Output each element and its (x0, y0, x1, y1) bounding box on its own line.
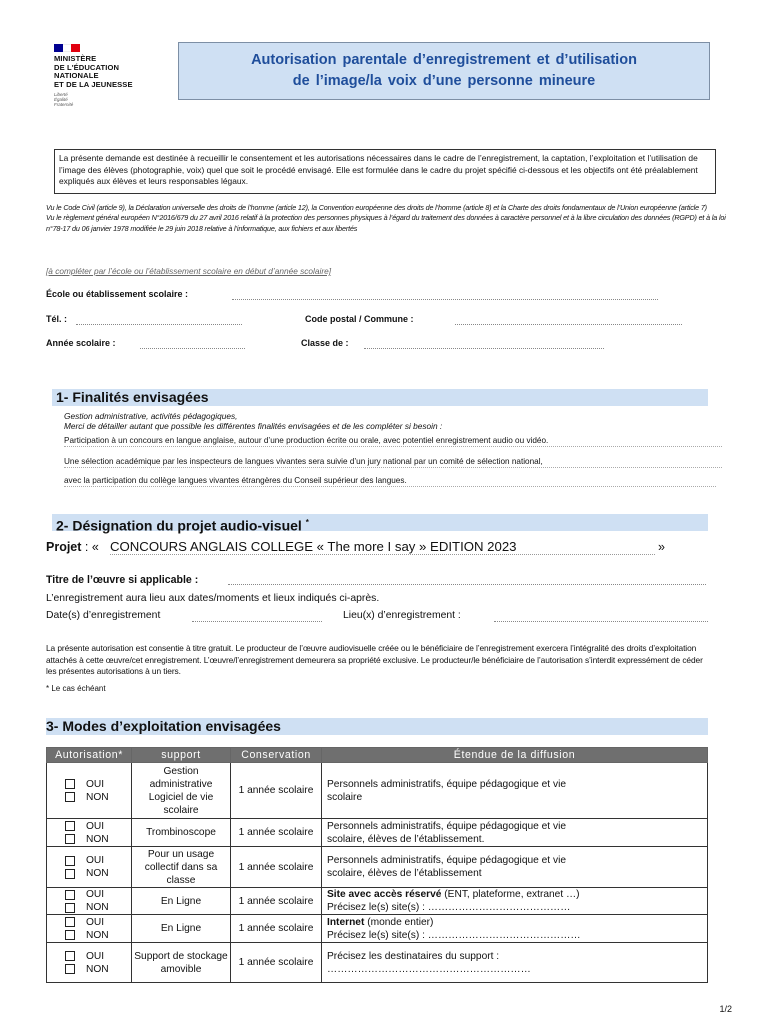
non-checkbox[interactable] (65, 834, 75, 844)
diffusion-line-2: scolaire (327, 791, 363, 803)
diffusion-cell (322, 763, 708, 819)
project-label-row (46, 540, 99, 554)
autorisation-cell (47, 847, 132, 888)
diffusion-line-1: (monde entier) (364, 916, 434, 928)
logo-line: ET DE LA JEUNESSE (54, 79, 133, 89)
diffusion-line-2: scolaire, élèves de l’établissement. (327, 833, 485, 845)
tel-label: Tél. : (46, 314, 68, 324)
section-3-header (46, 718, 708, 735)
section-1-title: 1- Finalités envisagées (56, 389, 209, 405)
diffusion-line-2: Précisez le(s) site(s) : …………………………………… (327, 902, 571, 913)
project-name-input[interactable]: CONCOURS ANGLAIS COLLEGE « The more I say » EDITION 2023 (110, 539, 655, 555)
logo-line: NATIONALE (54, 71, 99, 80)
diffusion-line-2: …………………………………………………… (327, 963, 531, 975)
support-cell: Trombinoscope (132, 819, 231, 847)
table-row (47, 943, 708, 983)
ministry-logo (54, 44, 164, 107)
project-label: Projet (46, 540, 82, 554)
diffusion-cell (322, 915, 708, 943)
diffusion-line-2: scolaire, élèves de l’établissement (327, 868, 482, 879)
page-number: 1/2 (719, 1004, 732, 1014)
table-row (47, 888, 708, 915)
header-autorisation: Autorisation* (47, 748, 132, 763)
logo-line: MINISTÈRE (54, 54, 97, 63)
conservation-cell: 1 année scolaire (231, 888, 322, 915)
postal-code-label: Code postal / Commune : (305, 314, 414, 324)
oui-checkbox[interactable] (65, 856, 75, 866)
document-title (178, 42, 710, 100)
section-1-instructions: Merci de détailler autant que possible les différentes finalités envisagées et de les compléter si besoin : (64, 421, 443, 431)
non-label: NON (86, 929, 109, 941)
oui-label: OUI (86, 889, 105, 900)
school-year-input[interactable] (140, 339, 245, 349)
asterisk: * (305, 518, 309, 527)
autorisation-cell (47, 943, 132, 983)
oui-checkbox[interactable] (65, 917, 75, 927)
diffusion-cell (322, 943, 708, 983)
non-checkbox[interactable] (65, 792, 75, 802)
marianne-flag-icon (54, 44, 80, 52)
non-label: NON (86, 868, 109, 879)
section-2-title: 2- Désignation du projet audio-visuel (56, 517, 302, 534)
support-cell: Gestion administrative Logiciel de vie scolaire (132, 763, 231, 819)
legal-references (46, 203, 726, 234)
project-close-quote: » (658, 540, 665, 554)
header-support: support (132, 748, 231, 763)
autorisation-cell (47, 763, 132, 819)
title-line-1: Autorisation parentale d’enregistrement et d’utilisation (251, 52, 637, 68)
non-checkbox[interactable] (65, 869, 75, 879)
dates-input[interactable] (192, 612, 322, 622)
table-row (47, 915, 708, 943)
table-row (47, 847, 708, 888)
intro-paragraph: La présente demande est destinée à recueillir le consentement et les autorisations nécessaires dans le cadre de l’enregistrement, la captation, l’exploitation et l’utilisation de l’image des élèves (photographie, voix) quel que soit le procédé envisagé. Elle est formulée dans le cadre du projet spécifié ci-dessous et les objectifs ont été préalablement expliqués aux élèves et leurs responsables légaux. (54, 149, 716, 194)
diffusion-bold: Internet (327, 916, 365, 928)
conservation-cell: 1 année scolaire (231, 943, 322, 983)
non-checkbox[interactable] (65, 964, 75, 974)
diffusion-line-2: Précisez le(s) site(s) : ……………………………………… (327, 929, 581, 941)
non-label: NON (86, 902, 109, 913)
table-row (47, 763, 708, 819)
oui-label: OUI (86, 950, 105, 962)
section-2-header (52, 514, 708, 534)
class-input[interactable] (364, 339, 604, 349)
exploitation-modes-table (46, 747, 708, 983)
section-1-header (52, 389, 708, 406)
dates-label: Date(s) d’enregistrement (46, 610, 161, 621)
footnote: * Le cas échéant (46, 684, 106, 693)
non-label: NON (86, 963, 109, 975)
oui-label: OUI (86, 778, 105, 790)
purpose-line-1: Participation à un concours en langue anglaise, autour d’une production écrite ou orale, avec potentiel enregistrement audio ou vidéo. (64, 436, 722, 447)
oui-label: OUI (86, 916, 105, 928)
header-diffusion: Étendue de la diffusion (322, 748, 708, 763)
class-label: Classe de : (301, 338, 349, 348)
diffusion-cell (322, 888, 708, 915)
places-label: Lieu(x) d’enregistrement : (343, 610, 461, 621)
motto-line: Égalité (54, 97, 68, 102)
recording-info: L’enregistrement aura lieu aux dates/moments et lieux indiqués ci-après. (46, 593, 380, 604)
section-1-note: Gestion administrative, activités pédagogiques, (64, 411, 238, 421)
diffusion-line-1: Personnels administratifs, équipe pédagogique et vie (327, 855, 566, 866)
oui-checkbox[interactable] (65, 821, 75, 831)
work-title-input[interactable] (228, 575, 706, 585)
school-year-label: Année scolaire : (46, 338, 116, 348)
school-label: École ou établissement scolaire : (46, 289, 189, 299)
logo-line: DE L'ÉDUCATION (54, 62, 120, 72)
diffusion-cell (322, 847, 708, 888)
autorisation-cell (47, 915, 132, 943)
oui-checkbox[interactable] (65, 890, 75, 900)
conservation-cell: 1 année scolaire (231, 915, 322, 943)
autorisation-cell (47, 888, 132, 915)
support-cell: Support de stockage amovible (132, 943, 231, 983)
oui-checkbox[interactable] (65, 779, 75, 789)
table-row (47, 819, 708, 847)
diffusion-line-1: Personnels administratifs, équipe pédagogique et vie (327, 778, 566, 790)
tel-input[interactable] (76, 315, 242, 325)
autorisation-cell (47, 819, 132, 847)
diffusion-bold: Site avec accès réservé (327, 889, 442, 900)
support-cell: Pour un usage collectif dans sa classe (132, 847, 231, 888)
school-input[interactable] (232, 290, 658, 300)
consent-paragraph: La présente autorisation est consentie à titre gratuit. Le producteur de l’œuvre audiovisuelle créée ou le bénéficiaire de l’enregistrement exercera l’intégralité des droits d’exploitation attachés à cette œuvre/cet enregistrement. L’œuvre/l’enregistrement demeurera sa propriété exclusive. Le producteur/le bénéficiaire de l’autorisation s’interdit expressément de céder les présentes autorisations à un tiers. (46, 643, 703, 677)
title-line-2: de l’image/la voix d’une personne mineure (292, 73, 596, 89)
legal-ref-2: Vu le règlement général européen N°2016/679 du 27 avril 2016 relatif à la protection des personnes physiques à l’égard du traitement des données à caractère personnel et à la libre circulation des données (RGPD) et à la loi n°78-17 du 06 janvier 1978 modifiée le 29 juin 2018 relative à l’informatique, aux fichiers et aux libertés (46, 213, 726, 233)
diffusion-line-1: (ENT, plateforme, extranet …) (441, 889, 580, 900)
non-label: NON (86, 791, 109, 803)
section-3-title: 3- Modes d’exploitation envisagées (46, 718, 281, 734)
header-conservation: Conservation (231, 748, 322, 763)
legal-ref-1: Vu le Code Civil (article 9), la Déclaration universelle des droits de l’homme (article 12), la Convention européenne des droits de l’homme (article 8) et la Charte des droits fondamentaux de l’Union européenne (article 7) (46, 203, 707, 212)
non-checkbox[interactable] (65, 930, 75, 940)
support-cell: En Ligne (132, 915, 231, 943)
postal-code-input[interactable] (455, 315, 682, 325)
work-title-label: Titre de l’œuvre si applicable : (46, 574, 199, 586)
conservation-cell: 1 année scolaire (231, 847, 322, 888)
conservation-cell: 1 année scolaire (231, 819, 322, 847)
motto-line: Liberté (54, 92, 68, 97)
purpose-line-2: Une sélection académique par les inspecteurs de langues vivantes sera suivie d’un jury national par un comité de sélection national, (64, 457, 722, 468)
diffusion-cell (322, 819, 708, 847)
conservation-cell: 1 année scolaire (231, 763, 322, 819)
fill-note: [à compléter par l’école ou l’établissement scolaire en début d’année scolaire] (46, 266, 332, 276)
project-open-quote: : « (84, 540, 99, 554)
support-cell: En Ligne (132, 888, 231, 915)
non-label: NON (86, 833, 109, 845)
motto-line: Fraternité (54, 102, 74, 107)
oui-checkbox[interactable] (65, 951, 75, 961)
diffusion-line-1: Personnels administratifs, équipe pédagogique et vie (327, 820, 566, 832)
places-input[interactable] (494, 612, 708, 622)
purpose-line-3: avec la participation du collège langues vivantes étrangères du Conseil supérieur des langues. (64, 476, 716, 487)
oui-label: OUI (86, 820, 105, 832)
diffusion-line-1: Précisez les destinataires du support : (327, 950, 500, 962)
oui-label: OUI (86, 855, 105, 866)
non-checkbox[interactable] (65, 903, 75, 913)
